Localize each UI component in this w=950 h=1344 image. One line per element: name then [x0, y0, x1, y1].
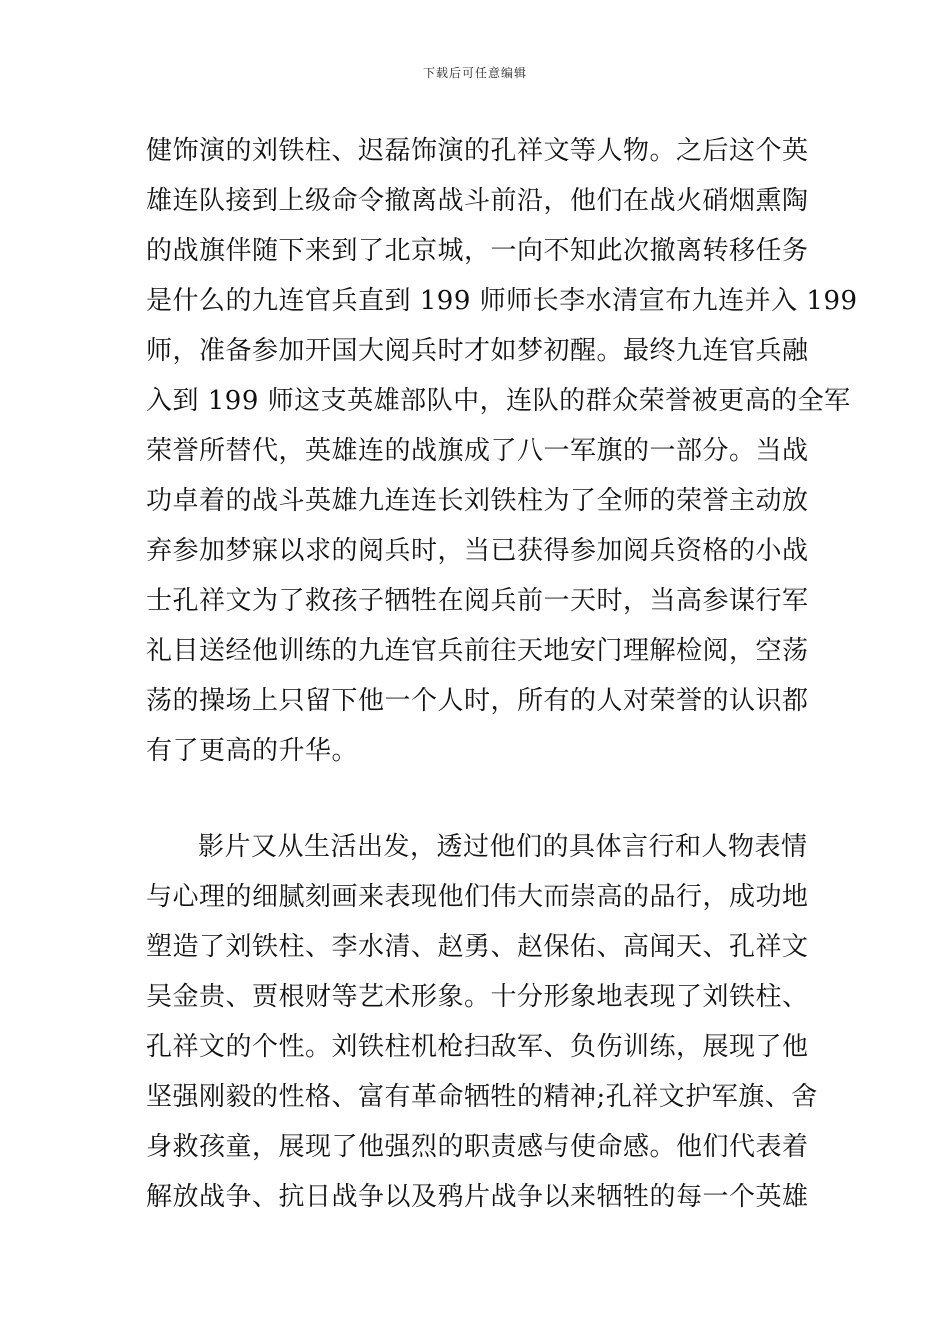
paragraph-line: 入到 199 师这支英雄部队中，连队的群众荣誉被更高的全军: [146, 386, 851, 416]
paragraph-line: 解放战争、抗日战争以及鸦片战争以来牺牲的每一个英雄: [146, 1182, 809, 1212]
paragraph-line: 雄连队接到上级命令撤离战斗前沿，他们在战火硝烟熏陶: [146, 186, 809, 216]
paragraph-line: 有了更高的升华。: [146, 736, 359, 766]
page-header: 下载后可任意编辑: [422, 66, 527, 80]
paragraph-2: [146, 822, 818, 1222]
paragraph-line: 坚强刚毅的性格、富有革命牺牲的精神;孔祥文护军旗、舍: [146, 1082, 818, 1112]
paragraph-line: 塑造了刘铁柱、李水清、赵勇、赵保佑、高闻天、孔祥文: [146, 932, 809, 962]
paragraph-line: 弃参加梦寐以求的阅兵时，当已获得参加阅兵资格的小战: [146, 536, 809, 566]
paragraph-line: 与心理的细腻刻画来表现他们伟大而崇高的品行，成功地: [146, 882, 809, 912]
paragraph-line: 师，准备参加开国大阅兵时才如梦初醒。最终九连官兵融: [146, 336, 809, 366]
paragraph-line: 吴金贵、贾根财等艺术形象。十分形象地表现了刘铁柱、: [146, 982, 809, 1012]
paragraph-line: 影片又从生活出发，透过他们的具体言行和人物表情: [198, 832, 808, 862]
paragraph-line: 礼目送经他训练的九连官兵前往天地安门理解检阅，空荡: [146, 636, 809, 666]
paragraph-line: 孔祥文的个性。刘铁柱机枪扫敌军、负伤训练，展现了他: [146, 1032, 809, 1062]
paragraph-1: [146, 126, 858, 776]
paragraph-line: 健饰演的刘铁柱、迟磊饰演的孔祥文等人物。之后这个英: [146, 136, 809, 166]
paragraph-line: 荡的操场上只留下他一个人时，所有的人对荣誉的认识都: [146, 686, 809, 716]
paragraph-line: 功卓着的战斗英雄九连连长刘铁柱为了全师的荣誉主动放: [146, 486, 809, 516]
paragraph-line: 士孔祥文为了救孩子牺牲在阅兵前一天时，当高参谋行军: [146, 586, 809, 616]
paragraph-line: 身救孩童，展现了他强烈的职责感与使命感。他们代表着: [146, 1132, 809, 1162]
paragraph-line: 荣誉所替代，英雄连的战旗成了八一军旗的一部分。当战: [146, 436, 809, 466]
paragraph-line: 是什么的九连官兵直到 199 师师长李水清宣布九连并入 199: [146, 286, 858, 316]
paragraph-line: 的战旗伴随下来到了北京城，一向不知此次撤离转移任务: [146, 236, 809, 266]
